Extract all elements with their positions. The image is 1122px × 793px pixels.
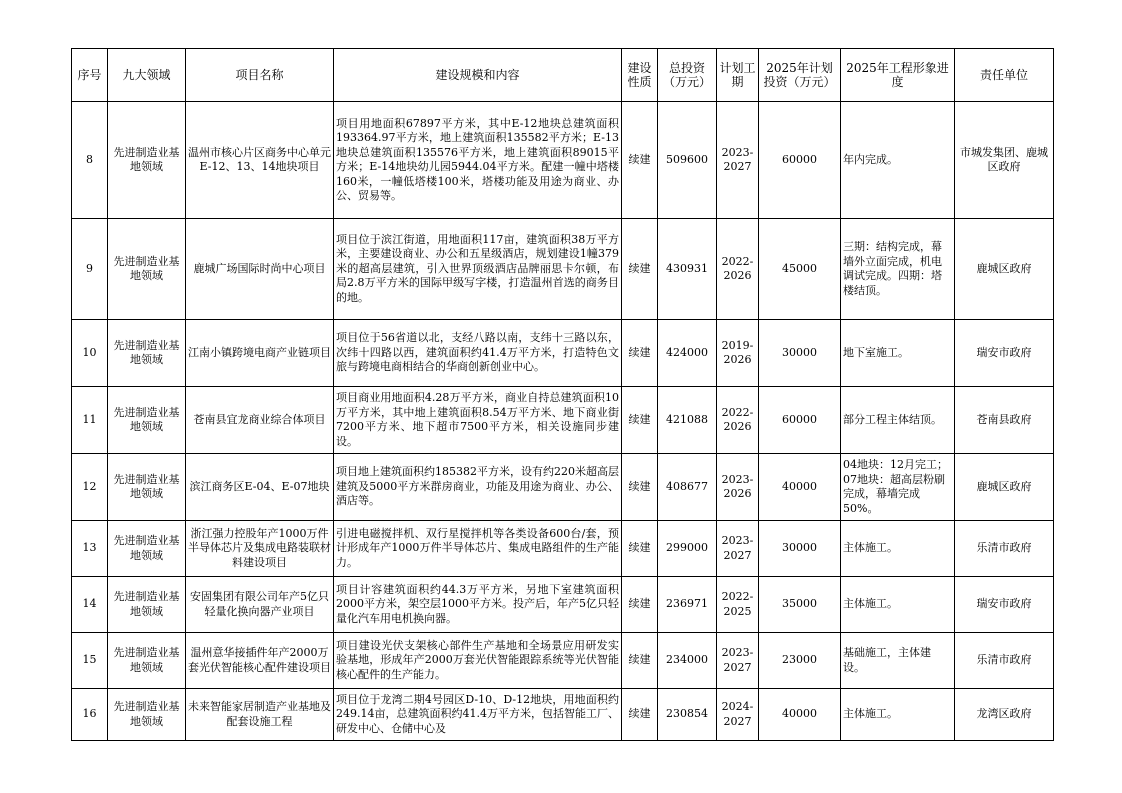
header-nature: 建设性质 bbox=[622, 49, 658, 102]
row-total-investment: 236971 bbox=[658, 577, 717, 633]
row-total-investment: 424000 bbox=[658, 320, 717, 387]
row-plan-2025: 60000 bbox=[759, 387, 841, 454]
row-period: 2022-2026 bbox=[717, 219, 759, 320]
row-total-investment: 421088 bbox=[658, 387, 717, 454]
row-project-name: 滨江商务区E-04、E-07地块 bbox=[186, 454, 334, 521]
row-unit: 乐清市政府 bbox=[955, 633, 1054, 689]
row-progress-2025: 基础施工，主体建设。 bbox=[841, 633, 955, 689]
row-progress-2025: 部分工程主体结顶。 bbox=[841, 387, 955, 454]
table-row bbox=[72, 633, 1054, 689]
row-scale: 项目位于龙湾二期4号园区D-10、D-12地块，用地面积约249.14亩，总建筑面积约41.4万平方米，包括智能工厂、研发中心、仓储中心及 bbox=[334, 689, 622, 741]
row-nature: 续建 bbox=[622, 387, 658, 454]
row-unit: 市城发集团、鹿城区政府 bbox=[955, 102, 1054, 219]
row-scale: 引进电磁搅拌机、双行星搅拌机等各类设备600台/套，预计形成年产1000万件半导体芯片、集成电路组件的生产能力。 bbox=[334, 521, 622, 577]
row-total-investment: 430931 bbox=[658, 219, 717, 320]
table-row bbox=[72, 454, 1054, 521]
row-nature: 续建 bbox=[622, 633, 658, 689]
row-nature: 续建 bbox=[622, 454, 658, 521]
row-domain: 先进制造业基地领域 bbox=[108, 387, 186, 454]
row-progress-2025: 三期：结构完成，幕墙外立面完成，机电调试完成。四期：塔楼结顶。 bbox=[841, 219, 955, 320]
row-project-name: 苍南县宜龙商业综合体项目 bbox=[186, 387, 334, 454]
header-scale: 建设规模和内容 bbox=[334, 49, 622, 102]
row-project-name: 未来智能家居制造产业基地及配套设施工程 bbox=[186, 689, 334, 741]
table-row bbox=[72, 102, 1054, 219]
row-scale: 项目计容建筑面积约44.3万平方米，另地下室建筑面积2000平方米，架空层1000平方米。投产后，年产5亿只轻量化汽车用电机换向器。 bbox=[334, 577, 622, 633]
row-unit: 瑞安市政府 bbox=[955, 577, 1054, 633]
row-plan-2025: 60000 bbox=[759, 102, 841, 219]
row-plan-2025: 30000 bbox=[759, 320, 841, 387]
row-nature: 续建 bbox=[622, 219, 658, 320]
row-progress-2025: 04地块：12月完工；07地块：超高层粉刷完成，幕墙完成50%。 bbox=[841, 454, 955, 521]
header-period: 计划工期 bbox=[717, 49, 759, 102]
row-domain: 先进制造业基地领域 bbox=[108, 689, 186, 741]
row-domain: 先进制造业基地领域 bbox=[108, 521, 186, 577]
header-index: 序号 bbox=[72, 49, 108, 102]
row-nature: 续建 bbox=[622, 102, 658, 219]
row-project-name: 安固集团有限公司年产5亿只轻量化换向器产业项目 bbox=[186, 577, 334, 633]
row-project-name: 温州市核心片区商务中心单元E-12、13、14地块项目 bbox=[186, 102, 334, 219]
row-unit: 乐清市政府 bbox=[955, 521, 1054, 577]
row-scale: 项目用地面积67897平方米，其中E-12地块总建筑面积193364.97平方米，地上建筑面积135582平方米；E-13地块总建筑面积135576平方米，地上建筑面积89015平方米；E-14地块幼儿园5944.04平方米。配建一幢中塔楼160米，一幢低塔楼100米，塔楼功能及用途为商业、办公、贸易等。 bbox=[334, 102, 622, 219]
row-period: 2023-2026 bbox=[717, 454, 759, 521]
row-progress-2025: 主体施工。 bbox=[841, 521, 955, 577]
row-project-name: 浙江强力控股年产1000万件半导体芯片及集成电路装联材料建设项目 bbox=[186, 521, 334, 577]
row-progress-2025: 主体施工。 bbox=[841, 689, 955, 741]
row-index: 10 bbox=[72, 320, 108, 387]
row-plan-2025: 35000 bbox=[759, 577, 841, 633]
header-unit: 责任单位 bbox=[955, 49, 1054, 102]
row-scale: 项目位于56省道以北，支经八路以南，支纬十三路以东，次纬十四路以西，建筑面积约41.4万平方米，打造特色文旅与跨境电商相结合的华商创新创业中心。 bbox=[334, 320, 622, 387]
header-plan-2025: 2025年计划投资（万元） bbox=[759, 49, 841, 102]
row-progress-2025: 主体施工。 bbox=[841, 577, 955, 633]
row-progress-2025: 年内完成。 bbox=[841, 102, 955, 219]
row-period: 2023-2027 bbox=[717, 633, 759, 689]
row-index: 15 bbox=[72, 633, 108, 689]
row-period: 2022-2025 bbox=[717, 577, 759, 633]
row-domain: 先进制造业基地领域 bbox=[108, 102, 186, 219]
row-period: 2022-2026 bbox=[717, 387, 759, 454]
row-domain: 先进制造业基地领域 bbox=[108, 633, 186, 689]
table-row bbox=[72, 387, 1054, 454]
row-domain: 先进制造业基地领域 bbox=[108, 454, 186, 521]
row-domain: 先进制造业基地领域 bbox=[108, 577, 186, 633]
row-plan-2025: 23000 bbox=[759, 633, 841, 689]
row-nature: 续建 bbox=[622, 577, 658, 633]
table-row bbox=[72, 577, 1054, 633]
table-row bbox=[72, 521, 1054, 577]
row-period: 2023-2027 bbox=[717, 102, 759, 219]
table-row bbox=[72, 689, 1054, 741]
row-project-name: 江南小镇跨境电商产业链项目 bbox=[186, 320, 334, 387]
row-unit: 鹿城区政府 bbox=[955, 219, 1054, 320]
row-index: 14 bbox=[72, 577, 108, 633]
row-progress-2025: 地下室施工。 bbox=[841, 320, 955, 387]
table-row bbox=[72, 219, 1054, 320]
header-total: 总投资（万元） bbox=[658, 49, 717, 102]
header-progress-2025: 2025年工程形象进度 bbox=[841, 49, 955, 102]
row-index: 9 bbox=[72, 219, 108, 320]
row-nature: 续建 bbox=[622, 320, 658, 387]
row-index: 8 bbox=[72, 102, 108, 219]
row-total-investment: 230854 bbox=[658, 689, 717, 741]
row-project-name: 鹿城广场国际时尚中心项目 bbox=[186, 219, 334, 320]
project-table bbox=[71, 48, 1054, 741]
row-total-investment: 509600 bbox=[658, 102, 717, 219]
row-unit: 鹿城区政府 bbox=[955, 454, 1054, 521]
row-scale: 项目建设光伏支架核心部件生产基地和全场景应用研发实验基地，形成年产2000万套光伏智能跟踪系统等光伏智能核心配件的生产能力。 bbox=[334, 633, 622, 689]
row-unit: 龙湾区政府 bbox=[955, 689, 1054, 741]
row-domain: 先进制造业基地领域 bbox=[108, 219, 186, 320]
row-index: 16 bbox=[72, 689, 108, 741]
row-nature: 续建 bbox=[622, 521, 658, 577]
row-total-investment: 408677 bbox=[658, 454, 717, 521]
row-unit: 瑞安市政府 bbox=[955, 320, 1054, 387]
row-index: 11 bbox=[72, 387, 108, 454]
row-scale: 项目位于滨江街道，用地面积117亩，建筑面积38万平方米，主要建设商业、办公和五星级酒店，规划建设1幢379米的超高层建筑，引入世界顶级酒店品牌丽思卡尔顿，布局2.8万平方米的国际甲级写字楼，打造温州首选的商务目的地。 bbox=[334, 219, 622, 320]
header-row bbox=[72, 49, 1054, 102]
row-period: 2019-2026 bbox=[717, 320, 759, 387]
row-plan-2025: 40000 bbox=[759, 689, 841, 741]
row-plan-2025: 40000 bbox=[759, 454, 841, 521]
row-plan-2025: 45000 bbox=[759, 219, 841, 320]
row-period: 2024-2027 bbox=[717, 689, 759, 741]
row-index: 13 bbox=[72, 521, 108, 577]
table-row bbox=[72, 320, 1054, 387]
row-total-investment: 299000 bbox=[658, 521, 717, 577]
row-plan-2025: 30000 bbox=[759, 521, 841, 577]
row-scale: 项目地上建筑面积约185382平方米，设有约220米超高层建筑及5000平方米群房商业，功能及用途为商业、办公、酒店等。 bbox=[334, 454, 622, 521]
row-index: 12 bbox=[72, 454, 108, 521]
row-nature: 续建 bbox=[622, 689, 658, 741]
header-name: 项目名称 bbox=[186, 49, 334, 102]
row-project-name: 温州意华接插件年产2000万套光伏智能核心配件建设项目 bbox=[186, 633, 334, 689]
header-domain: 九大领域 bbox=[108, 49, 186, 102]
row-period: 2023-2027 bbox=[717, 521, 759, 577]
row-domain: 先进制造业基地领域 bbox=[108, 320, 186, 387]
row-unit: 苍南县政府 bbox=[955, 387, 1054, 454]
row-total-investment: 234000 bbox=[658, 633, 717, 689]
row-scale: 项目商业用地面积4.28万平方米，商业自持总建筑面积10万平方米，其中地上建筑面积8.54万平方米、地下商业街7200平方米、地下超市7500平方米，相关设施同步建设。 bbox=[334, 387, 622, 454]
